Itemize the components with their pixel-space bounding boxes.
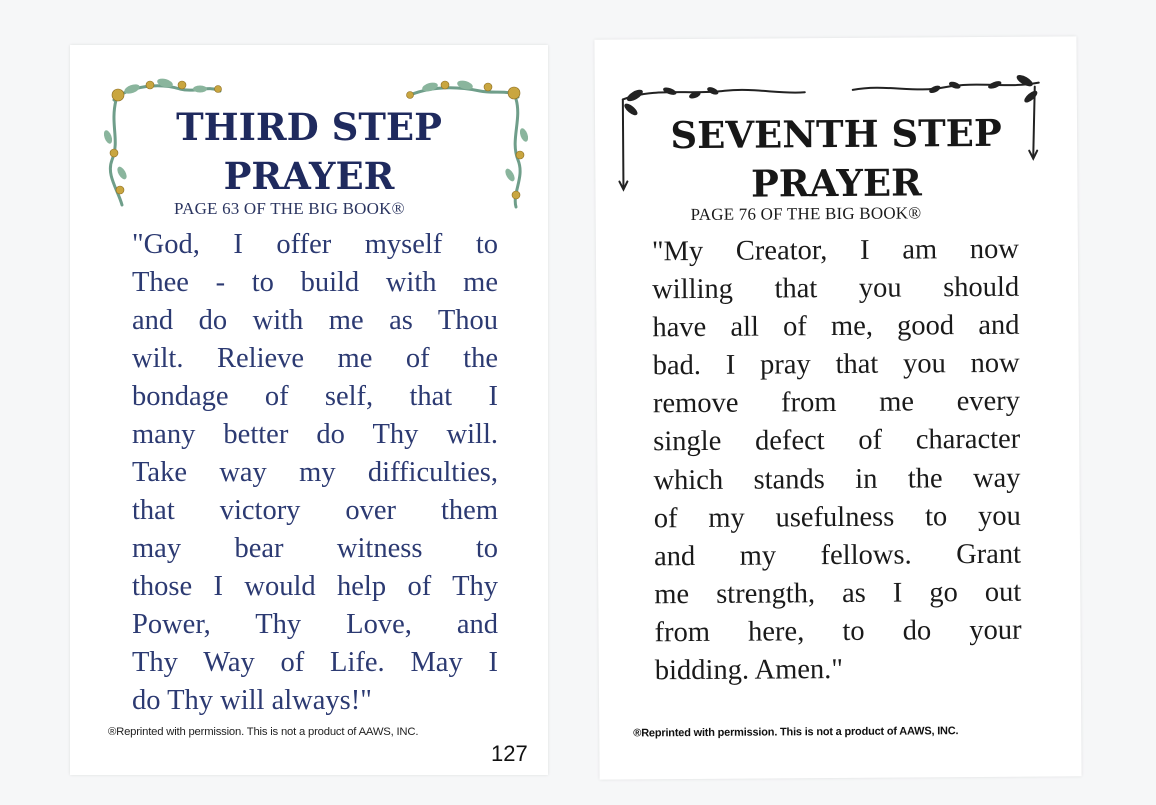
card-title-line: PRAYER <box>223 154 395 198</box>
card-number: 127 <box>491 741 528 766</box>
prayer-card-seventh-step <box>594 36 1081 779</box>
card-title <box>595 108 1078 209</box>
prayer-line: those I would help of Thy <box>132 571 498 602</box>
prayer-line: and my fellows. Grant <box>653 538 1022 573</box>
prayer-line: willing that you should <box>652 271 1020 306</box>
prayer-line: have all of me, good and <box>652 309 1020 344</box>
prayer-line: Thy Way of Life. May I <box>132 647 498 678</box>
prayer-line: bidding. Amen." <box>654 654 844 687</box>
prayer-line: bad. I pray that you now <box>652 348 1020 382</box>
reprint-notice: ®Reprinted with permission. This is not a product of AAWS, INC. <box>108 726 419 738</box>
card-title-line: SEVENTH STEP <box>670 110 1002 158</box>
prayer-line: and do with me as Thou <box>132 305 498 336</box>
prayer-text <box>132 226 498 720</box>
prayer-line: remove from me every <box>652 386 1021 420</box>
card-title <box>70 103 548 201</box>
prayer-line: may bear witness to <box>132 533 498 564</box>
card-title-line: THIRD STEP <box>176 105 442 149</box>
prayer-line: Take way my difficulties, <box>132 457 498 488</box>
prayer-line: which stands in the way <box>653 462 1021 496</box>
prayer-text <box>652 231 1022 691</box>
page-reference: PAGE 76 OF THE BIG BOOK® <box>690 203 922 225</box>
prayer-line: "My Creator, I am now <box>651 233 1020 268</box>
prayer-line: wilt. Relieve me of the <box>132 343 498 374</box>
prayer-line: Thee - to build with me <box>132 267 498 298</box>
prayer-line: do Thy will always!" <box>132 685 372 716</box>
prayer-line: Power, Thy Love, and <box>132 609 498 640</box>
page-reference: PAGE 63 OF THE BIG BOOK® <box>174 199 405 218</box>
prayer-line: single defect of character <box>653 424 1021 458</box>
prayer-line: many better do Thy will. <box>132 419 498 450</box>
prayer-line: me strength, as I go out <box>654 576 1022 611</box>
prayer-line: of my usefulness to you <box>653 500 1021 534</box>
prayer-line: that victory over them <box>132 495 498 526</box>
reprint-notice: ®Reprinted with permission. This is not a product of AAWS, INC. <box>633 725 959 740</box>
card-title-line: PRAYER <box>750 160 922 206</box>
prayer-card-third-step <box>70 45 548 775</box>
prayer-line: "God, I offer myself to <box>132 229 498 260</box>
prayer-line: bondage of self, that I <box>132 381 498 412</box>
prayer-line: from here, to do your <box>654 614 1022 649</box>
